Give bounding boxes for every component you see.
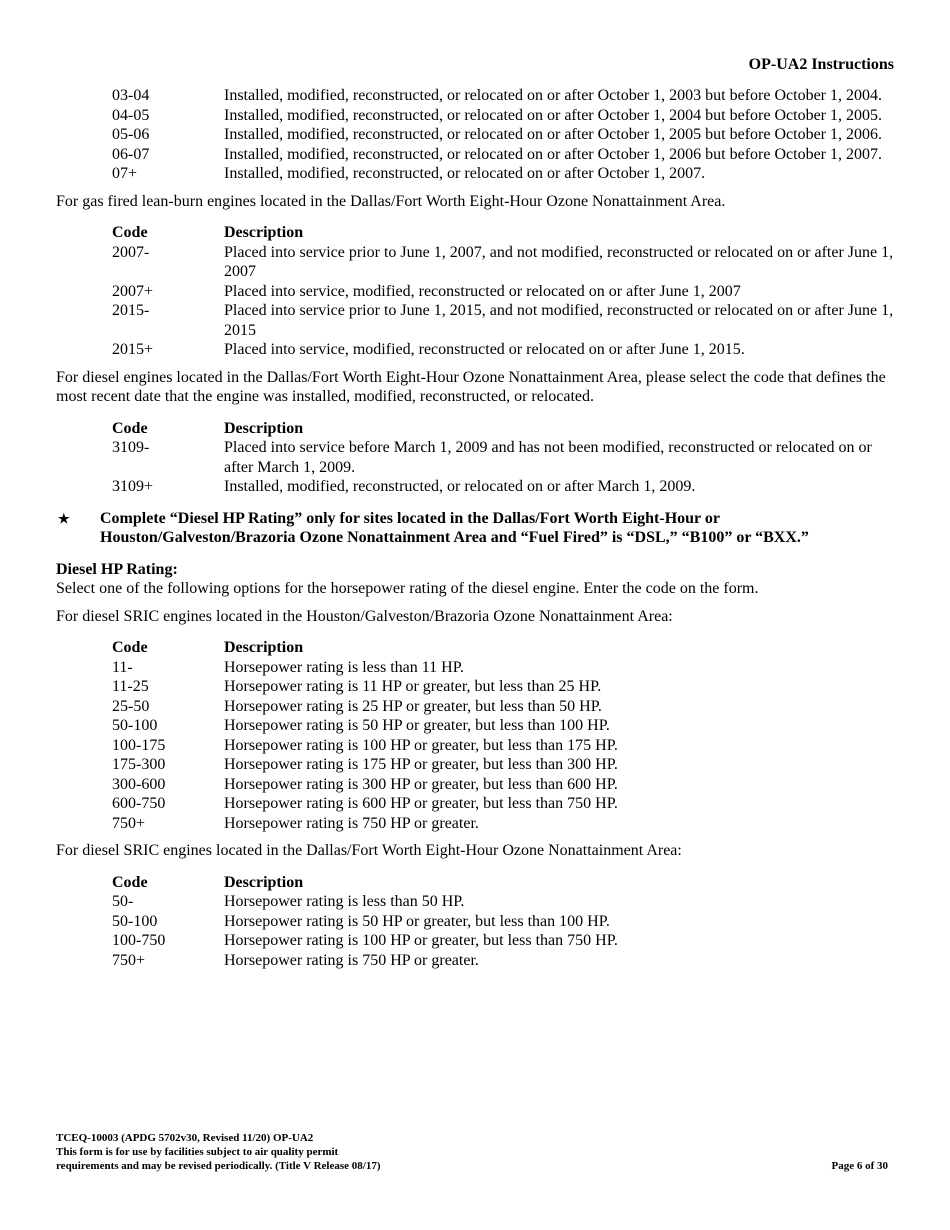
diesel-hp-heading: Diesel HP Rating: bbox=[56, 560, 178, 578]
footer-note-line: requirements and may be revised periodically. (Title V Release 08/17) bbox=[56, 1160, 381, 1172]
row-code: 03-04 bbox=[112, 87, 150, 104]
row-code: 2015+ bbox=[112, 341, 154, 358]
row-code: 11-25 bbox=[112, 678, 149, 695]
row-description: Placed into service prior to June 1, 2015, and not modified, reconstructed or relocated on or after June 1, 2015 bbox=[224, 302, 894, 339]
row-description: Placed into service, modified, reconstructed or relocated on or after June 1, 2007 bbox=[224, 282, 741, 300]
row-description: Horsepower rating is 11 HP or greater, but less than 25 HP. bbox=[224, 678, 602, 695]
table-header-row bbox=[112, 223, 896, 243]
row-description: Horsepower rating is 750 HP or greater. bbox=[224, 951, 479, 969]
table-row bbox=[112, 164, 896, 184]
row-description: Horsepower rating is 300 HP or greater, but less than 600 HP. bbox=[224, 775, 618, 793]
row-code: 04-05 bbox=[112, 106, 150, 124]
table-row bbox=[112, 658, 896, 678]
star-note bbox=[56, 509, 896, 548]
row-code: 06-07 bbox=[112, 145, 150, 163]
row-description: Installed, modified, reconstructed, or relocated on or after October 1, 2007. bbox=[224, 165, 706, 182]
diesel-paragraph: For diesel engines located in the Dallas/Fort Worth Eight-Hour Ozone Nonattainment Area, please select the code that defines the most recent date that the engine was installed, modified, reconstructed, or relocated. bbox=[56, 368, 886, 405]
row-code: 750+ bbox=[112, 814, 146, 832]
column-header-description: Description bbox=[224, 873, 304, 891]
row-code: 50-100 bbox=[112, 912, 158, 930]
row-code: 300-600 bbox=[112, 775, 166, 793]
table-row bbox=[112, 736, 896, 756]
row-code: 07+ bbox=[112, 165, 138, 182]
table-row bbox=[112, 282, 896, 302]
table-row bbox=[112, 775, 896, 795]
row-description: Placed into service before March 1, 2009 and has not been modified, reconstructed or relocated on or after March 1, 2009. bbox=[224, 439, 872, 476]
dfw-paragraph: For diesel SRIC engines located in the Dallas/Fort Worth Eight-Hour Ozone Nonattainment Area: bbox=[56, 842, 682, 859]
table-row bbox=[112, 125, 896, 145]
row-description: Horsepower rating is 175 HP or greater, but less than 300 HP. bbox=[224, 756, 618, 773]
table-row bbox=[112, 931, 896, 951]
table-row bbox=[112, 106, 896, 126]
hgb-paragraph: For diesel SRIC engines located in the Houston/Galveston/Brazoria Ozone Nonattainment Area: bbox=[56, 607, 673, 625]
column-header-code: Code bbox=[112, 419, 148, 437]
page-header-title: OP-UA2 Instructions bbox=[748, 56, 894, 73]
table-header-row bbox=[112, 873, 896, 893]
star-note-text: Complete “Diesel HP Rating” only for sites located in the Dallas/Fort Worth Eight-Hour or Houston/Galveston/Brazoria Ozone Nonattainment Area and “Fuel Fired” is “DSL,” “B100” or “BXX.” bbox=[100, 509, 809, 546]
table-row bbox=[112, 477, 896, 497]
table-row bbox=[112, 697, 896, 717]
row-description: Horsepower rating is less than 11 HP. bbox=[224, 658, 464, 676]
table-row bbox=[112, 301, 896, 340]
row-code: 11- bbox=[112, 658, 133, 676]
row-description: Horsepower rating is 100 HP or greater, but less than 750 HP. bbox=[224, 932, 618, 949]
table-row bbox=[112, 438, 896, 477]
row-description: Installed, modified, reconstructed, or relocated on or after October 1, 2006 but before October 1, 2007. bbox=[224, 145, 882, 163]
table-header-row bbox=[112, 638, 896, 658]
row-description: Placed into service, modified, reconstructed or relocated on or after June 1, 2015. bbox=[224, 341, 745, 358]
lean-burn-table bbox=[112, 223, 896, 360]
row-description: Horsepower rating is 25 HP or greater, but less than 50 HP. bbox=[224, 697, 602, 715]
row-code: 50- bbox=[112, 893, 134, 910]
column-header-description: Description bbox=[224, 224, 304, 241]
row-code: 3109- bbox=[112, 439, 150, 456]
footer-note-line: This form is for use by facilities subject to air quality permit bbox=[56, 1146, 339, 1158]
row-description: Placed into service prior to June 1, 2007, and not modified, reconstructed or relocated on or after June 1, 2007 bbox=[224, 243, 894, 280]
row-code: 50-100 bbox=[112, 717, 158, 734]
row-code: 2015- bbox=[112, 302, 150, 319]
date-code-table bbox=[112, 86, 896, 184]
column-header-description: Description bbox=[224, 639, 304, 656]
star-icon: ★ bbox=[58, 510, 70, 526]
row-code: 100-175 bbox=[112, 736, 166, 754]
row-code: 2007- bbox=[112, 243, 150, 261]
diesel-date-table bbox=[112, 419, 896, 497]
row-code: 600-750 bbox=[112, 795, 166, 812]
lean-burn-paragraph: For gas fired lean-burn engines located in the Dallas/Fort Worth Eight-Hour Ozone Nonattainment Area. bbox=[56, 192, 726, 210]
table-row bbox=[112, 340, 896, 360]
row-description: Horsepower rating is less than 50 HP. bbox=[224, 893, 465, 910]
table-row bbox=[112, 86, 896, 106]
row-description: Horsepower rating is 50 HP or greater, but less than 100 HP. bbox=[224, 912, 610, 930]
table-header-row bbox=[112, 419, 896, 439]
row-description: Installed, modified, reconstructed, or relocated on or after October 1, 2005 but before October 1, 2006. bbox=[224, 126, 882, 143]
row-code: 2007+ bbox=[112, 282, 154, 300]
diesel-hp-intro: Select one of the following options for the horsepower rating of the diesel engine. Enter the code on the form. bbox=[56, 580, 759, 597]
row-code: 175-300 bbox=[112, 756, 166, 773]
hgb-hp-table bbox=[112, 638, 896, 833]
column-header-description: Description bbox=[224, 419, 304, 437]
row-code: 3109+ bbox=[112, 478, 154, 495]
table-row bbox=[112, 814, 896, 834]
page-number: Page 6 of 30 bbox=[831, 1160, 888, 1172]
column-header-code: Code bbox=[112, 639, 148, 656]
page-footer bbox=[56, 1131, 894, 1173]
row-description: Horsepower rating is 100 HP or greater, but less than 175 HP. bbox=[224, 736, 618, 754]
table-row bbox=[112, 677, 896, 697]
table-row bbox=[112, 145, 896, 165]
column-header-code: Code bbox=[112, 224, 148, 241]
table-row bbox=[112, 951, 896, 971]
row-code: 25-50 bbox=[112, 697, 150, 715]
table-row bbox=[112, 912, 896, 932]
row-description: Installed, modified, reconstructed, or relocated on or after October 1, 2003 but before October 1, 2004. bbox=[224, 87, 882, 104]
row-description: Installed, modified, reconstructed, or relocated on or after October 1, 2004 but before October 1, 2005. bbox=[224, 106, 882, 124]
row-description: Horsepower rating is 50 HP or greater, but less than 100 HP. bbox=[224, 717, 610, 734]
footer-form-id: TCEQ-10003 (APDG 5702v30, Revised 11/20) OP-UA2 bbox=[56, 1132, 314, 1144]
table-row bbox=[112, 794, 896, 814]
dfw-hp-table bbox=[112, 873, 896, 971]
document-body bbox=[56, 86, 896, 970]
table-row bbox=[112, 243, 896, 282]
row-description: Installed, modified, reconstructed, or relocated on or after March 1, 2009. bbox=[224, 478, 696, 495]
table-row bbox=[112, 892, 896, 912]
row-description: Horsepower rating is 600 HP or greater, but less than 750 HP. bbox=[224, 795, 618, 812]
row-description: Horsepower rating is 750 HP or greater. bbox=[224, 814, 479, 832]
row-code: 05-06 bbox=[112, 126, 150, 143]
table-row bbox=[112, 755, 896, 775]
column-header-code: Code bbox=[112, 873, 148, 891]
table-row bbox=[112, 716, 896, 736]
row-code: 100-750 bbox=[112, 932, 166, 949]
row-code: 750+ bbox=[112, 951, 146, 969]
